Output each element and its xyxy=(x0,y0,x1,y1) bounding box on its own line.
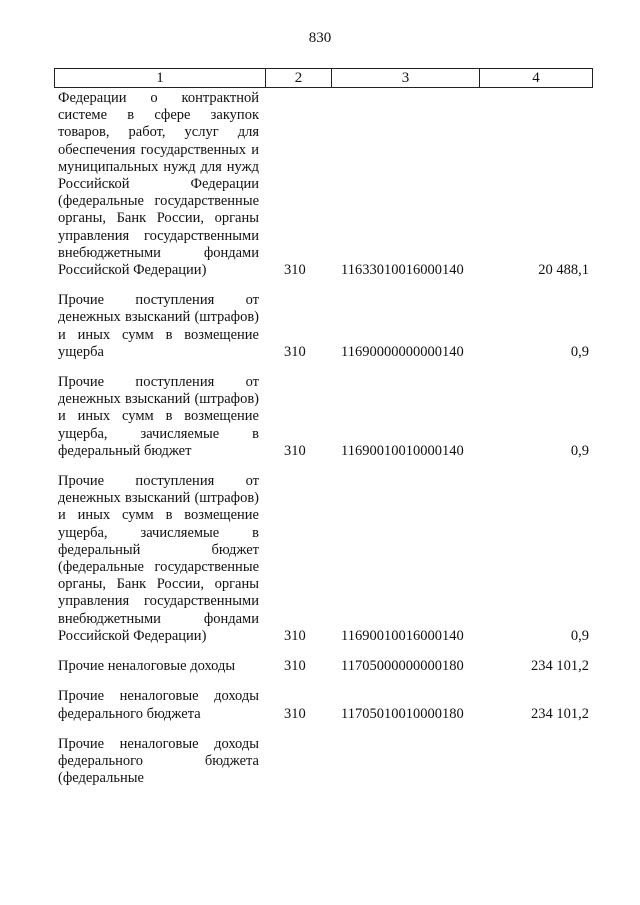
table-row xyxy=(58,473,591,645)
row-name: Прочие неналоговые доходы федерального бюджета xyxy=(58,688,259,722)
table-row xyxy=(58,736,591,788)
row-amount: 20 488,1 xyxy=(538,262,589,279)
row-code: 310 xyxy=(284,658,306,675)
table-row xyxy=(58,688,591,722)
row-code: 310 xyxy=(284,705,306,722)
row-kbk: 11690000000000140 xyxy=(341,343,464,360)
row-name: Прочие поступления от денежных взысканий (штрафов) и иных сумм в возмещение ущерба, зачисляемые в федеральный бюджет xyxy=(58,374,259,459)
row-amount: 234 101,2 xyxy=(531,705,589,722)
page-number: 830 xyxy=(308,30,332,46)
header-col-2: 2 xyxy=(266,69,332,87)
row-name: Федерации о контрактной системе в сфере закупок товаров, работ, услуг для обеспечения государственных и муниципальных нужд для нужд Российской Федерации (федеральные государственные органы, Банк России, органы управления государственными внебюджетными фондами Российской Федерации) xyxy=(58,90,259,279)
header-col-4: 4 xyxy=(532,70,540,86)
row-kbk: 11705010010000180 xyxy=(341,705,464,722)
table-header xyxy=(54,68,593,88)
table-body xyxy=(58,90,591,800)
table-row xyxy=(58,90,591,279)
row-kbk: 11690010010000140 xyxy=(341,442,464,459)
table-row xyxy=(58,658,591,675)
header-col-1: 1 xyxy=(55,69,266,87)
row-code: 310 xyxy=(284,262,306,279)
table-row xyxy=(58,292,591,361)
row-name: Прочие поступления от денежных взысканий (штрафов) и иных сумм в возмещение ущерба xyxy=(58,292,259,360)
row-code: 310 xyxy=(284,343,306,360)
row-kbk: 11705000000000180 xyxy=(341,658,464,675)
row-name: Прочие неналоговые доходы федерального бюджета (федеральные xyxy=(58,735,259,787)
row-amount: 234 101,2 xyxy=(531,658,589,675)
row-name: Прочие неналоговые доходы xyxy=(58,658,236,675)
table-row xyxy=(58,374,591,460)
row-kbk: 11690010016000140 xyxy=(341,627,464,644)
row-amount: 0,9 xyxy=(570,442,589,459)
row-kbk: 11633010016000140 xyxy=(341,262,464,279)
header-col-3: 3 xyxy=(332,69,480,87)
row-code: 310 xyxy=(284,442,306,459)
row-amount: 0,9 xyxy=(570,343,589,360)
row-amount: 0,9 xyxy=(570,627,589,644)
row-code: 310 xyxy=(284,627,306,644)
row-name: Прочие поступления от денежных взысканий (штрафов) и иных сумм в возмещение ущерба, зачисляемые в федеральный бюджет (федеральные государственные органы, Банк России, органы управления государственными внебюджетными фондами Российской Федерации) xyxy=(58,473,259,644)
